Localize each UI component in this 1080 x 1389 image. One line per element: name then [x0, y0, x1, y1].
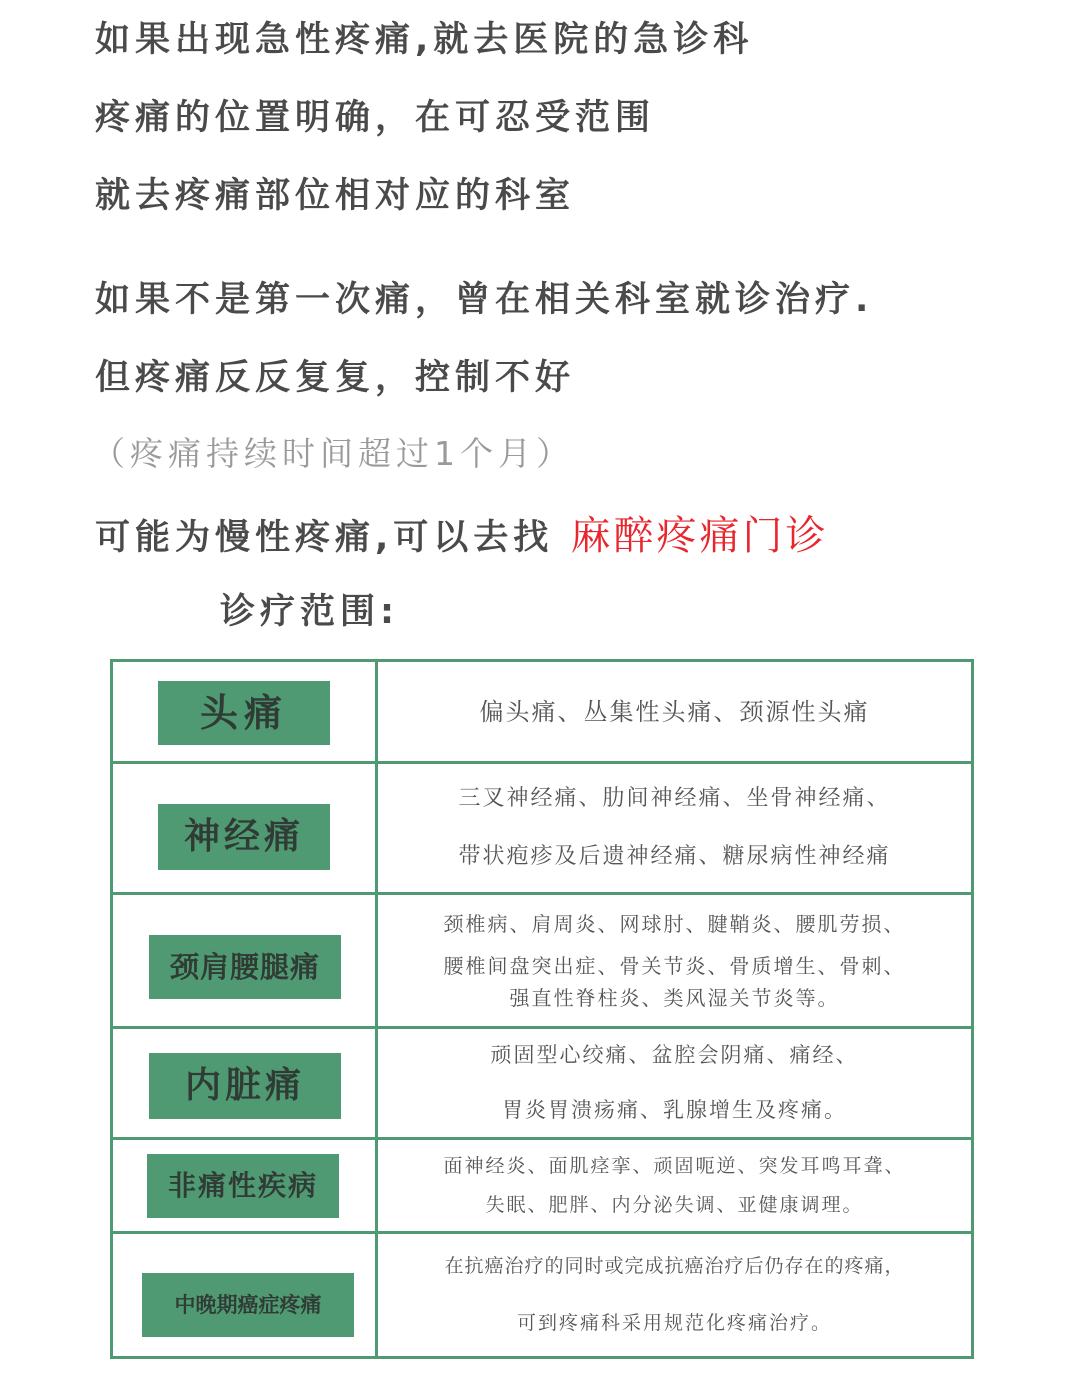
duration-note: （疼痛持续时间超过1个月） — [92, 434, 574, 473]
description-line: 颈椎病、肩周炎、网球肘、腱鞘炎、腰肌劳损、 — [443, 911, 906, 936]
category-badge: 头痛 — [158, 681, 330, 745]
description-line: 可到疼痛科采用规范化疼痛治疗。 — [516, 1312, 832, 1334]
category-badge: 神经痛 — [158, 804, 330, 870]
description-line: 偏头痛、丛集性头痛、颈源性头痛 — [479, 697, 870, 726]
category-badge: 非痛性疾病 — [147, 1154, 339, 1218]
description-cell — [377, 1233, 973, 1358]
description-line: 顽固型心绞痛、盆腔会阴痛、痛经、 — [490, 1043, 859, 1067]
category-badge: 中晚期癌症疼痛 — [142, 1273, 354, 1337]
description-cell — [377, 1139, 973, 1233]
intro-line-5: 但疼痛反反复复，控制不好 — [95, 358, 576, 398]
clinic-highlight: 麻醉疼痛门诊 — [570, 513, 829, 559]
intro-line-2: 疼痛的位置明确，在可忍受范围 — [95, 98, 656, 138]
description-line: 腰椎间盘突出症、骨关节炎、骨质增生、骨刺、 — [443, 953, 906, 978]
intro-line-3: 就去疼痛部位相对应的科室 — [95, 176, 576, 216]
description-line: 面神经炎、面肌痉挛、顽固呃逆、突发耳鸣耳聋、 — [443, 1154, 906, 1177]
description-line: 胃炎胃溃疡痛、乳腺增生及疼痛。 — [502, 1098, 847, 1122]
description-line: 在抗癌治疗的同时或完成抗癌治疗后仍存在的疼痛， — [444, 1255, 905, 1277]
category-cell — [112, 894, 377, 1028]
category-cell — [112, 1028, 377, 1139]
category-cell — [112, 1233, 377, 1358]
description-cell — [377, 763, 973, 894]
description-line: 失眠、肥胖、内分泌失调、亚健康调理。 — [485, 1193, 864, 1216]
table-row — [112, 1139, 973, 1233]
table-row — [112, 763, 973, 894]
chronic-prefix: 可能为慢性疼痛,可以去找 — [95, 518, 554, 558]
table-row — [112, 661, 973, 763]
scope-table — [110, 659, 974, 1359]
category-cell — [112, 661, 377, 763]
description-line: 强直性脊柱炎、类风湿关节炎等。 — [509, 985, 840, 1010]
scope-title: 诊疗范围: — [220, 592, 399, 632]
intro-line-4: 如果不是第一次痛，曾在相关科室就诊治疗. — [95, 280, 874, 320]
category-cell — [112, 763, 377, 894]
table-row — [112, 894, 973, 1028]
category-cell — [112, 1139, 377, 1233]
category-badge: 颈肩腰腿痛 — [149, 935, 341, 999]
description-cell — [377, 1028, 973, 1139]
table-row — [112, 1233, 973, 1358]
intro-line-1: 如果出现急性疼痛,就去医院的急诊科 — [95, 20, 754, 60]
chronic-pain-line — [95, 504, 829, 561]
description-line: 三叉神经痛、肋间神经痛、坐骨神经痛、 — [458, 786, 891, 811]
description-cell — [377, 894, 973, 1028]
table-row — [112, 1028, 973, 1139]
category-badge: 内脏痛 — [149, 1053, 341, 1119]
description-line: 带状疱疹及后遗神经痛、糖尿病性神经痛 — [458, 844, 891, 869]
description-cell — [377, 661, 973, 763]
